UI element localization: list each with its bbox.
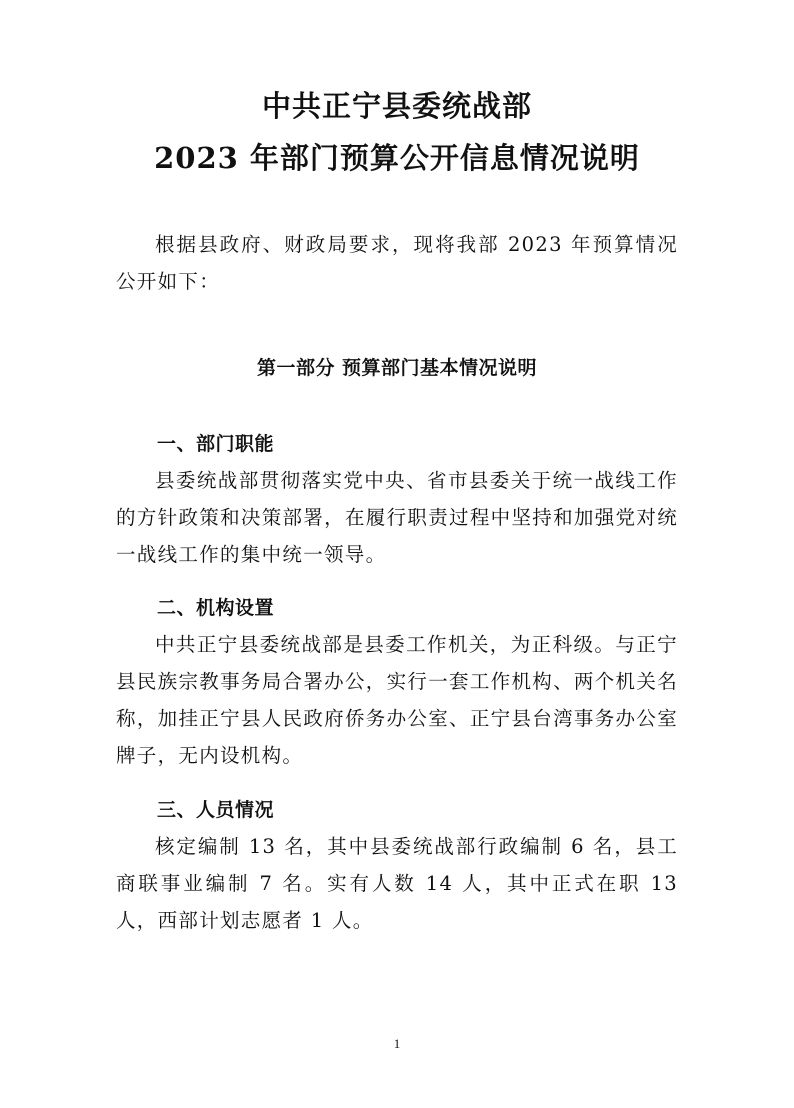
- intro-paragraph: 根据县政府、财政局要求，现将我部 2023 年预算情况公开如下：: [116, 233, 678, 293]
- section-body-functions: 县委统战部贯彻落实党中央、省市县委关于统一战线工作的方针政策和决策部署，在履行职责过程中坚持和加强党对统一战线工作的集中统一领导。: [116, 469, 678, 566]
- section-heading-staffing: 三、人员情况: [157, 799, 275, 821]
- part-one-heading: 第一部分 预算部门基本情况说明: [256, 357, 538, 379]
- document-title-line-2: 2023 年部门预算公开信息情况说明: [154, 141, 640, 175]
- section-heading-organization: 二、机构设置: [157, 597, 275, 619]
- section-body-organization: 中共正宁县委统战部是县委工作机关，为正科级。与正宁县民族宗教事务局合署办公，实行一套工作机构、两个机关名称，加挂正宁县人民政府侨务办公室、正宁县台湾事务办公室牌子，无内设机构。: [116, 633, 678, 767]
- section-body-staffing: 核定编制 13 名，其中县委统战部行政编制 6 名，县工商联事业编制 7 名。实有人数 14 人，其中正式在职 13 人，西部计划志愿者 1 人。: [116, 835, 678, 932]
- page-number: 1: [393, 1036, 401, 1051]
- section-heading-functions: 一、部门职能: [157, 433, 275, 455]
- document-title-line-1: 中共正宁县委统战部: [261, 89, 532, 123]
